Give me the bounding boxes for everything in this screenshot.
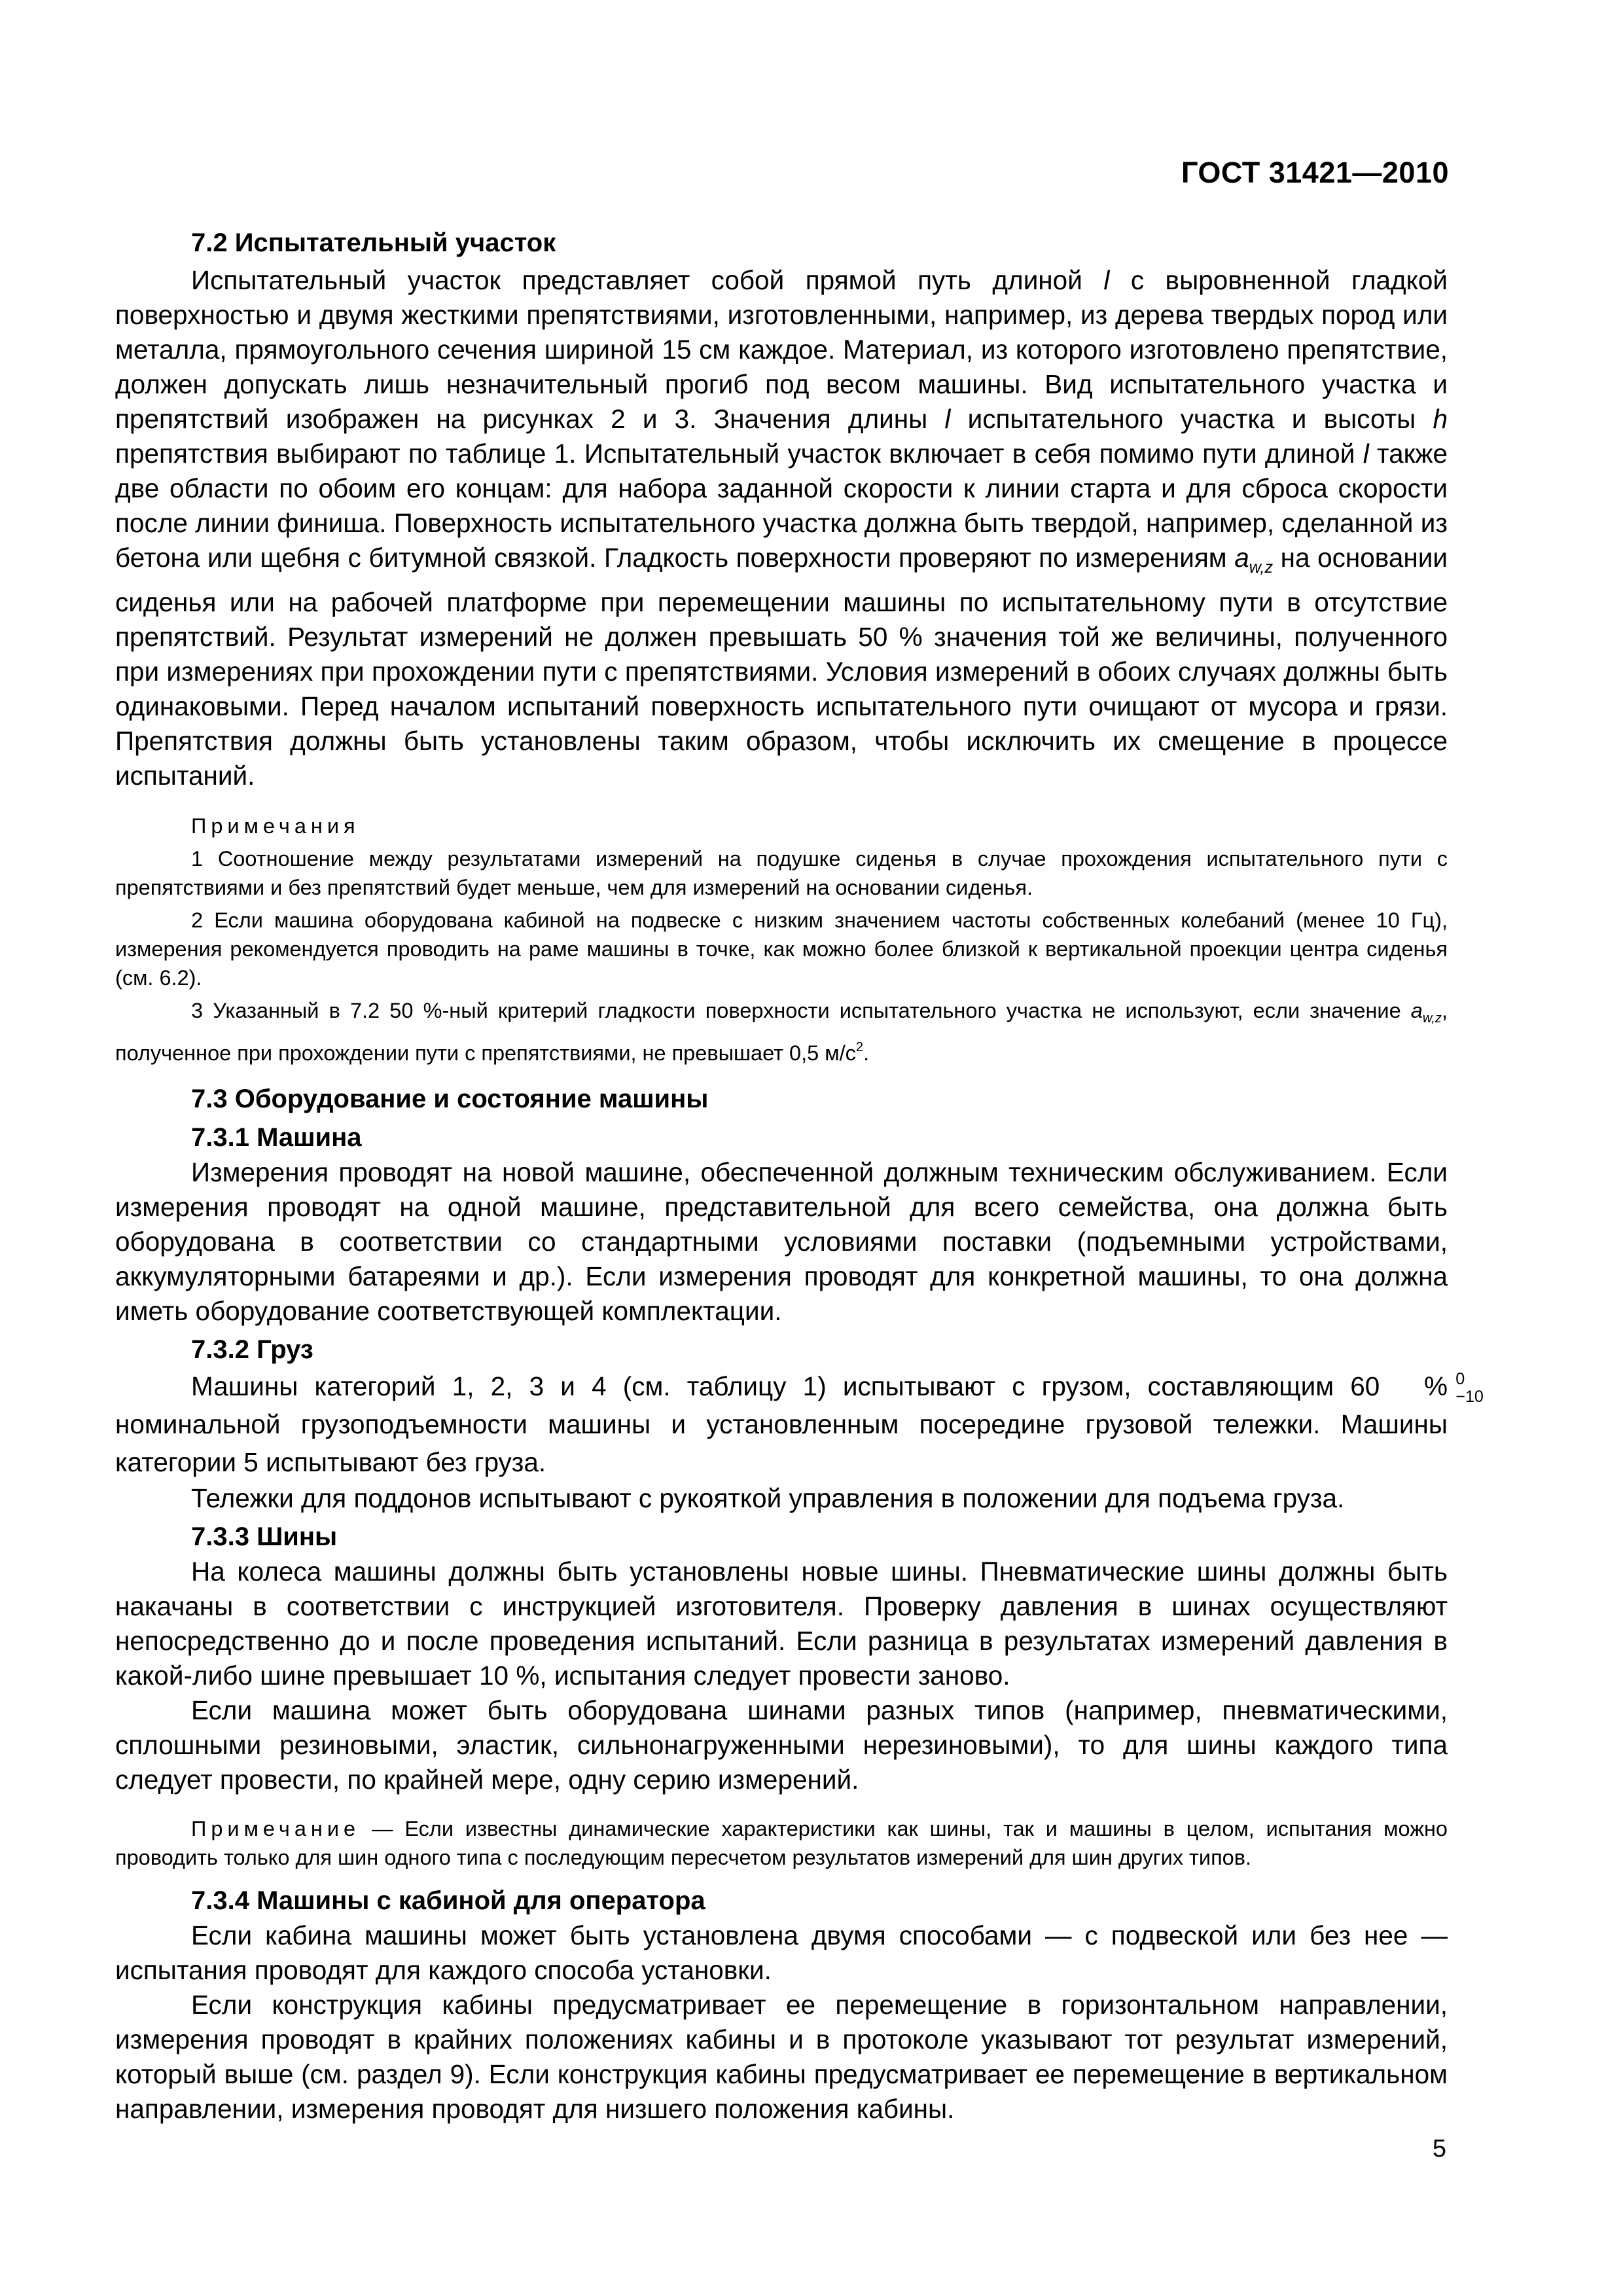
section-7-3-heading: 7.3 Оборудование и состояние машины — [191, 1084, 709, 1113]
section-7-3-4-heading: 7.3.4 Машины с кабиной для оператора — [191, 1886, 705, 1915]
note-1: 1 Соотношение между результатами измерений на подушке сиденья в случае прохождения испытательного пути с препятствиями и без препятствий будет меньше, чем для измерений на основании сиденья. — [115, 846, 1448, 899]
section-7-3-2-paragraph-2: Тележки для поддонов испытывают с рукояткой управления в положении для подъема груза. — [191, 1482, 1345, 1513]
tolerance-fraction: 0 −10 — [1455, 1369, 1484, 1407]
section-7-3-1-heading: 7.3.1 Машина — [191, 1122, 362, 1152]
section-7-3-2-heading: 7.3.2 Груз — [191, 1335, 313, 1364]
section-7-3-2-paragraph-1: Машины категорий 1, 2, 3 и 4 (см. таблицу 1) испытывают с грузом, составляющим 60 0 −10 % номинальной грузоподъемности машины и установленным посередине грузовой тележки. Машины категории 5 испытывают без груза. — [115, 1369, 1484, 1477]
section-7-3-3-paragraph-2: Если машина может быть оборудована шинами разных типов (например, пневматическими, сплошными резиновыми, эластик, сильнонагруженными нерезиновыми), то для шины каждого типа следует провести, по крайней мере, одну серию измерений. — [115, 1695, 1448, 1795]
section-7-3-1-paragraph: Измерения проводят на новой машине, обеспеченной должным техническим обслуживанием. Если измерения проводят на одной машине, представительной для всего семейства, она должна быть оборудована в соответствии со стандартными условиями поставки (подъемными устройствами, аккумуляторными батареями и др.). Если измерения проводят для конкретной машины, то она должна иметь оборудование соответствующей комплектации. — [115, 1157, 1448, 1326]
section-7-3-4-paragraph-1: Если кабина машины может быть установлена двумя способами — с подвеской или без нее — испытания проводят для каждого способа установки. — [115, 1920, 1448, 1985]
notes-title: Примечания — [191, 814, 360, 838]
document-code: ГОСТ 31421—2010 — [1181, 156, 1449, 189]
note-3: 3 Указанный в 7.2 50 %-ный критерий гладкости поверхности испытательного участка не используют, если значение $a_{w,z}$, полученное при прохождении пути с препятствиями, не превышает 0,5 $м/с^2$. — [115, 998, 1448, 1065]
page-number: 5 — [1432, 2135, 1446, 2162]
page-content — [115, 226, 1484, 2126]
section-7-3-3-heading: 7.3.3 Шины — [191, 1522, 338, 1551]
section-7-2-heading: 7.2 Испытательный участок — [191, 228, 556, 257]
notes-block — [115, 812, 1448, 1067]
section-7-3-3-paragraph-1: На колеса машины должны быть установлены новые шины. Пневматические шины должны быть накачаны в соответствии с инструкцией изготовителя. Проверку давления в шинах осуществляют непосредственно до и после проведения испытаний. Если разница в результатах измерений давления в какой-либо шине превышает 10 %, испытания следует провести заново. — [115, 1556, 1448, 1691]
note-2: 2 Если машина оборудована кабиной на подвеске с низким значением частоты собственных колебаний (менее 10 Гц), измерения рекомендуется проводить на раме машины в точке, как можно более близкой к вертикальной проекции центра сиденья (см. 6.2). — [115, 908, 1448, 990]
section-7-3-3-note: Примечание — Если известны динамические характеристики как шины, так и машины в целом, испытания можно проводить только для шин одного типа с последующим пересчетом результатов измерений для шин других типов. — [115, 1816, 1448, 1869]
section-7-2-paragraph: Испытательный участок представляет собой прямой путь длиной l с выровненной гладкой поверхностью и двумя жесткими препятствиями, изготовленными, например, из дерева твердых пород или металла, прямоугольного сечения шириной 15 см каждое. Материал, из которого изготовлено препятствие, должен допускать лишь незначительный прогиб под весом машины. Вид испытательного участка и препятствий изображен на рисунках 2 и 3. Значения длины l испытательного участка и высоты h препятствия выбирают по таблице 1. Испытательный участок включает в себя помимо пути длиной l также две области по обоим его концам: для набора заданной скорости к линии старта и для сброса скорости после линии финиша. Поверхность испытательного участка должна быть твердой, например, сделанной из бетона или щебня с битумной связкой. Гладкость поверхности проверяют по измерениям $a_{w,z}$ на основании сиденья или на рабочей платформе при перемещении машины по испытательному пути в отсутствие препятствий. Результат измерений не должен превышать 50 % значения той же величины, полученного при измерениях при прохождении пути с препятствиями. Условия измерений в обоих случаях должны быть одинаковыми. Перед началом испытаний поверхность испытательного пути очищают от мусора и грязи. Препятствия должны быть установлены таким образом, чтобы исключить их смещение в процессе испытаний. — [115, 265, 1448, 791]
section-7-3-4-paragraph-2: Если конструкция кабины предусматривает ее перемещение в горизонтальном направлении, измерения проводят в крайних положениях кабины и в протоколе указывают тот результат измерений, который выше (см. раздел 9). Если конструкция кабины предусматривает ее перемещение в вертикальном направлении, измерения проводят для низшего положения кабины. — [115, 1989, 1448, 2124]
